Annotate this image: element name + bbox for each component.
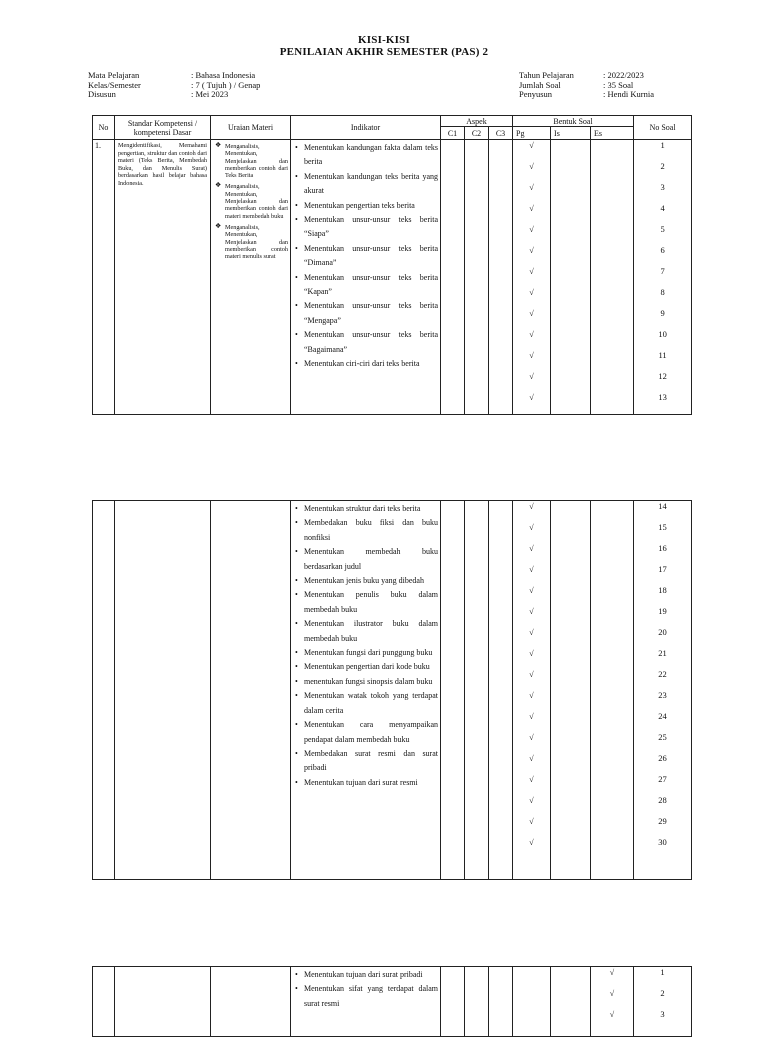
question-number: 26 xyxy=(658,753,667,763)
uraian-text: Menganalisis, Menentukan, Menjelaskan dan memberikan contoh dari materi membedah buku xyxy=(225,183,288,220)
question-number: 3 xyxy=(660,1009,665,1019)
indikator-item: • Menentukan unsur-unsur teks berita “Kapan” xyxy=(293,271,438,300)
question-number: 20 xyxy=(658,627,667,637)
no-soal-cell xyxy=(634,140,692,415)
header-is: Is xyxy=(551,127,591,140)
question-number: 25 xyxy=(658,732,667,742)
no-soal-cell xyxy=(634,501,692,880)
c1-cell xyxy=(441,140,465,415)
check-mark: √ xyxy=(529,351,534,360)
uraian-text: Menganalisis, Menentukan, Menjelaskan dan memberikan contoh dari Teks Berita xyxy=(225,143,288,180)
meta-value: : Bahasa Indonesia xyxy=(191,70,256,80)
question-number: 13 xyxy=(658,392,667,402)
kisi-table-block-1 xyxy=(92,115,692,415)
meta-value: : 35 Soal xyxy=(603,79,634,90)
meta-row-date xyxy=(88,90,260,100)
question-number: 21 xyxy=(658,648,667,658)
c2-cell xyxy=(465,967,489,1037)
check-mark: √ xyxy=(529,628,534,637)
check-mark: √ xyxy=(529,225,534,234)
question-number: 1 xyxy=(660,967,665,977)
question-number: 6 xyxy=(660,245,665,255)
check-mark: √ xyxy=(609,1010,615,1019)
header-pg: Pg xyxy=(513,127,551,140)
check-mark: √ xyxy=(529,288,534,297)
question-number: 29 xyxy=(658,816,667,826)
check-mark: √ xyxy=(529,817,534,826)
meta-value: : Hendi Kurnia xyxy=(603,89,654,99)
check-mark: √ xyxy=(609,989,615,998)
indikator-item: • Menentukan sifat yang terdapat dalam surat resmi xyxy=(293,982,438,1011)
indikator-item: • Menentukan pengertian dari kode buku xyxy=(293,660,438,674)
question-number: 30 xyxy=(658,837,667,847)
header-no: No xyxy=(93,116,115,140)
question-number: 17 xyxy=(658,564,667,574)
check-mark: √ xyxy=(529,733,534,742)
uraian-item xyxy=(213,143,288,179)
question-number: 24 xyxy=(658,711,667,721)
meta-left-block xyxy=(88,71,260,100)
indikator-item: • menentukan fungsi sinopsis dalam buku xyxy=(293,675,438,689)
question-number: 5 xyxy=(660,224,665,234)
es-checks-cell xyxy=(591,967,634,1037)
c3-cell xyxy=(489,501,513,880)
meta-key: Penyusun xyxy=(519,89,553,99)
c1-cell xyxy=(441,967,465,1037)
check-mark: √ xyxy=(529,544,534,553)
check-mark: √ xyxy=(529,691,534,700)
indikator-item: • Menentukan ciri-ciri dari teks berita xyxy=(293,357,438,371)
check-mark: √ xyxy=(529,372,534,381)
check-mark: √ xyxy=(529,204,534,213)
pg-checks-cell xyxy=(513,140,551,415)
indikator-item: • Menentukan kandungan teks berita yang akurat xyxy=(293,170,438,199)
c3-cell xyxy=(489,140,513,415)
header-es: Es xyxy=(591,127,634,140)
indikator-cell xyxy=(291,501,441,880)
c2-cell xyxy=(465,140,489,415)
indikator-item: • Menentukan tujuan dari surat resmi xyxy=(293,776,438,790)
is-cell xyxy=(551,967,591,1037)
uraian-text: Menganalisis, Menentukan, Menjelaskan dan memberikan contoh materi menulis surat xyxy=(225,223,288,261)
meta-key: Jumlah Soal xyxy=(519,79,561,90)
indikator-item: • Membedakan surat resmi dan surat pribadi xyxy=(293,747,438,776)
pg-cell xyxy=(513,967,551,1037)
meta-row-author xyxy=(519,90,654,100)
question-number: 22 xyxy=(658,669,667,679)
indikator-list xyxy=(291,140,440,372)
meta-value: : 7 ( Tujuh ) / Genap xyxy=(191,79,261,90)
indikator-item: • Menentukan penulis buku dalam membedah buku xyxy=(293,588,438,617)
indikator-cell xyxy=(291,140,441,415)
check-mark: √ xyxy=(529,330,534,339)
check-mark: √ xyxy=(529,246,534,255)
es-cell xyxy=(591,140,634,415)
question-number: 11 xyxy=(658,350,667,360)
no-cell xyxy=(93,967,115,1037)
header-aspek: Aspek xyxy=(441,116,513,127)
indikator-item: • Menentukan membedah buku berdasarkan judul xyxy=(293,545,438,574)
meta-key: Disusun xyxy=(88,89,116,99)
check-mark: √ xyxy=(529,838,534,847)
check-mark: √ xyxy=(529,586,534,595)
uraian-item xyxy=(213,183,288,219)
check-mark: √ xyxy=(529,309,534,318)
check-mark: √ xyxy=(529,649,534,658)
c3-cell xyxy=(489,967,513,1037)
indikator-list xyxy=(291,501,440,790)
indikator-item: • Membedakan buku fiksi dan buku nonfiksi xyxy=(293,516,438,545)
question-number: 19 xyxy=(658,606,667,616)
question-number: 2 xyxy=(660,161,665,171)
question-number: 4 xyxy=(660,203,665,213)
no-cell xyxy=(93,501,115,880)
check-mark: √ xyxy=(529,141,534,150)
uraian-cell xyxy=(211,501,291,880)
indikator-item: • Menentukan kandungan fakta dalam teks berita xyxy=(293,141,438,170)
indikator-item: • Menentukan unsur-unsur teks berita “Dimana” xyxy=(293,242,438,271)
row-number: 1. xyxy=(93,140,115,415)
question-number: 28 xyxy=(658,795,667,805)
standar-kompetensi-text: Mengidentifikasi, Memahami pengertian, struktur dan contoh dari materi (Teks Berita, Membedah Buku, dan Menulis Surat) berdasarkan hasil belajar bahasa Indonesia. xyxy=(115,140,211,415)
question-number: 23 xyxy=(658,690,667,700)
indikator-item: • Menentukan fungsi dari punggung buku xyxy=(293,646,438,660)
indikator-item: • Menentukan pengertian teks berita xyxy=(293,199,438,213)
question-number: 12 xyxy=(658,371,667,381)
uraian-cell xyxy=(211,967,291,1037)
question-number: 18 xyxy=(658,585,667,595)
question-number: 9 xyxy=(660,308,665,318)
no-soal-cell xyxy=(634,967,692,1037)
indikator-item: • Menentukan unsur-unsur teks berita “Bagaimana” xyxy=(293,328,438,357)
question-number: 2 xyxy=(660,988,665,998)
es-cell xyxy=(591,501,634,880)
indikator-item: • Menentukan watak tokoh yang terdapat dalam cerita xyxy=(293,689,438,718)
check-mark: √ xyxy=(529,754,534,763)
header-uraian: Uraian Materi xyxy=(211,116,291,140)
document-subtitle: PENILAIAN AKHIR SEMESTER (PAS) 2 xyxy=(279,46,489,58)
check-mark: √ xyxy=(529,670,534,679)
check-mark: √ xyxy=(529,523,534,532)
indikator-item: • Menentukan tujuan dari surat pribadi xyxy=(293,968,438,982)
is-cell xyxy=(551,140,591,415)
check-mark: √ xyxy=(529,502,534,511)
question-number: 8 xyxy=(660,287,665,297)
kisi-table-block-2 xyxy=(92,500,692,880)
uraian-materi-cell xyxy=(211,140,291,415)
c1-cell xyxy=(441,501,465,880)
standar-cell xyxy=(115,967,211,1037)
question-number: 3 xyxy=(660,182,665,192)
meta-right-block xyxy=(519,71,654,100)
header-c1: C1 xyxy=(441,127,465,140)
question-number: 1 xyxy=(660,140,665,150)
check-mark: √ xyxy=(529,796,534,805)
header-c2: C2 xyxy=(465,127,489,140)
diamond-bullet-icon: ❖ xyxy=(215,221,222,230)
indikator-item: • Menentukan unsur-unsur teks berita “Siapa” xyxy=(293,213,438,242)
c2-cell xyxy=(465,501,489,880)
document-title: KISI-KISI xyxy=(358,34,410,46)
check-mark: √ xyxy=(529,565,534,574)
header-no-soal: No Soal xyxy=(634,116,692,140)
header-indikator: Indikator xyxy=(291,116,441,140)
question-number: 7 xyxy=(660,266,665,276)
indikator-item: • Menentukan unsur-unsur teks berita “Mengapa” xyxy=(293,299,438,328)
uraian-item xyxy=(213,221,288,261)
indikator-list xyxy=(291,967,440,1011)
question-number: 15 xyxy=(658,522,667,532)
header-bentuk-soal: Bentuk Soal xyxy=(513,116,634,127)
check-mark: √ xyxy=(529,267,534,276)
check-mark: √ xyxy=(609,968,615,977)
indikator-item: • Menentukan jenis buku yang dibedah xyxy=(293,574,438,588)
header-c3: C3 xyxy=(489,127,513,140)
check-mark: √ xyxy=(529,607,534,616)
diamond-bullet-icon: ❖ xyxy=(215,181,222,190)
is-cell xyxy=(551,501,591,880)
check-mark: √ xyxy=(529,162,534,171)
indikator-item: • Menentukan ilustrator buku dalam membedah buku xyxy=(293,617,438,646)
meta-key: Mata Pelajaran xyxy=(88,70,140,80)
question-number: 14 xyxy=(658,501,667,511)
header-standar: Standar Kompetensi / kompetensi Dasar xyxy=(115,116,211,140)
meta-key: Tahun Pelajaran xyxy=(519,70,574,80)
question-number: 10 xyxy=(658,329,667,339)
check-mark: √ xyxy=(529,183,534,192)
standar-cell xyxy=(115,501,211,880)
check-mark: √ xyxy=(529,712,534,721)
meta-value: : Mei 2023 xyxy=(191,89,229,99)
meta-key: Kelas/Semester xyxy=(88,79,141,90)
kisi-table-block-3 xyxy=(92,966,692,1037)
question-number: 27 xyxy=(658,774,667,784)
pg-checks-cell xyxy=(513,501,551,880)
indikator-cell xyxy=(291,967,441,1037)
meta-value: : 2022/2023 xyxy=(603,70,644,80)
indikator-item: • Menentukan struktur dari teks berita xyxy=(293,502,438,516)
indikator-item: • Menentukan cara menyampaikan pendapat dalam membedah buku xyxy=(293,718,438,747)
question-number: 16 xyxy=(658,543,667,553)
diamond-bullet-icon: ❖ xyxy=(215,141,222,149)
check-mark: √ xyxy=(529,775,534,784)
check-mark: √ xyxy=(529,393,534,402)
